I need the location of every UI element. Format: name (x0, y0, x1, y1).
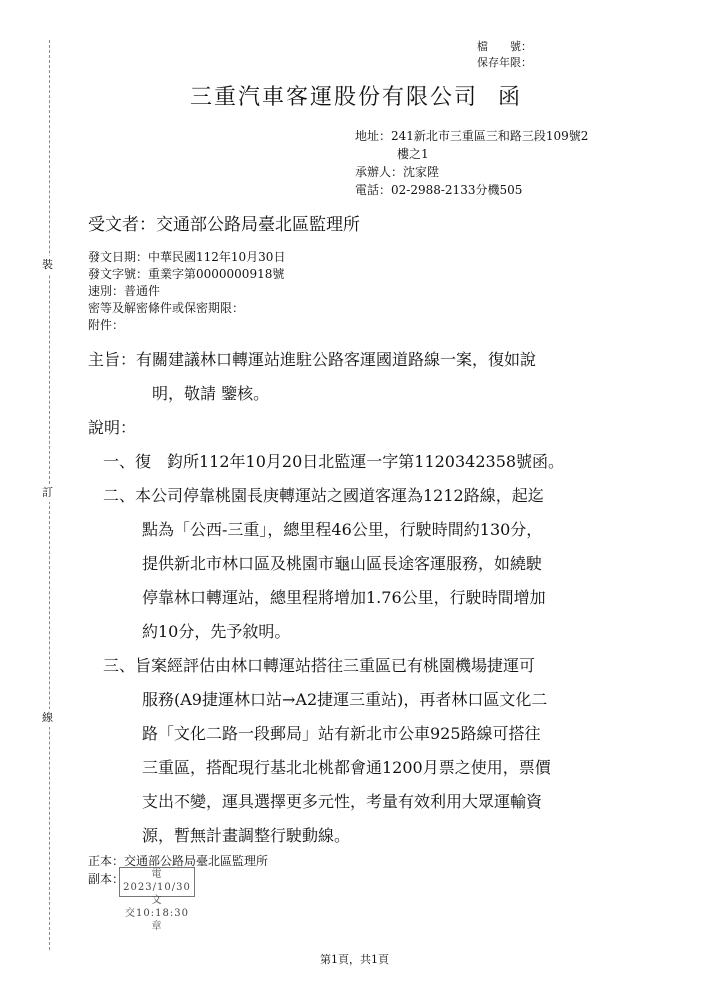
explanation-item-2-line4: 停靠林口轉運站，總里程將增加1.76公里，行駛時間增加 (142, 588, 546, 607)
attachment: 附件： (88, 318, 125, 332)
binding-mark-top: 裝 (42, 256, 53, 274)
explanation-item-2-line3: 提供新北市林口區及桃園市龜山區長途客運服務，如繞駛 (142, 554, 543, 573)
explanation-item-3-line5: 支出不變，運具選擇更多元性，考量有效利用大眾運輸資 (142, 792, 543, 811)
issue-number: 發文字號：重業字第0000000918號 (88, 267, 285, 281)
explanation-item-3-line4: 三重區，搭配現行基北北桃都會通1200月票之使用，票價 (142, 758, 551, 777)
delivery-speed: 速別：普通件 (88, 284, 161, 298)
subject-line1: 主旨：有關建議林口轉運站進駐公路客運國道路線一案，復如說 (88, 350, 537, 369)
file-number-label: 檔 號： (477, 40, 532, 53)
address-line2: 樓之1 (397, 147, 429, 161)
explanation-item-3-line1: 三、旨案經評估由林口轉運站搭往三重區已有桃園機場捷運可 (103, 656, 536, 675)
binding-mark-bottom: 線 (42, 709, 53, 727)
document-type: 函 (498, 85, 523, 110)
explanation-item-2-line2: 點為「公西-三重」，總里程46公里，行駛時間約130分， (142, 520, 543, 539)
retention-label: 保存年限： (477, 56, 532, 69)
address-line1: 地址：241新北市三重區三和路三段109號2 (355, 129, 589, 143)
phone: 電話：02-2988-2133分機505 (355, 183, 523, 197)
binding-mark-middle: 訂 (42, 484, 53, 502)
recipient: 受文者：交通部公路局臺北區監理所 (88, 215, 360, 235)
original-recipient: 正本：交通部公路局臺北區監理所 (88, 854, 269, 868)
subject-line2: 明，敬請 鑒核。 (152, 384, 270, 403)
handler: 承辦人：沈家陞 (355, 165, 440, 179)
issue-date: 發文日期：中華民國112年10月30日 (88, 250, 286, 264)
explanation-item-3-line3: 路「文化二路一段郵局」站有新北市公車925路線可搭往 (142, 724, 541, 743)
stamp-line2: 交10:18:30章 (125, 908, 189, 932)
page-number: 第1頁，共1頁 (320, 953, 389, 966)
electronic-exchange-stamp (119, 867, 195, 932)
explanation-item-2-line1: 二、本公司停靠桃園長庚轉運站之國道客運為1212路線，起迄 (103, 486, 544, 505)
company-name: 三重汽車客運股份有限公司 (190, 85, 479, 110)
explanation-item-1: 一、復 鈞所112年10月20日北監運一字第1120342358號函。 (103, 452, 565, 471)
explanation-item-2-line5: 約10分，先予敘明。 (142, 622, 291, 641)
explanation-item-3-line2: 服務(A9捷運林口站→A2捷運三重站)，再者林口區文化二 (142, 690, 548, 709)
copy-recipient: 副本： (88, 872, 125, 886)
explanation-item-3-line6: 源，暫無計畫調整行駛動線。 (142, 826, 351, 845)
secrecy-level: 密等及解密條件或保密期限： (88, 301, 245, 315)
explanation-heading: 說明： (88, 418, 137, 437)
stamp-line1: 電2023/10/30文 (123, 869, 191, 906)
